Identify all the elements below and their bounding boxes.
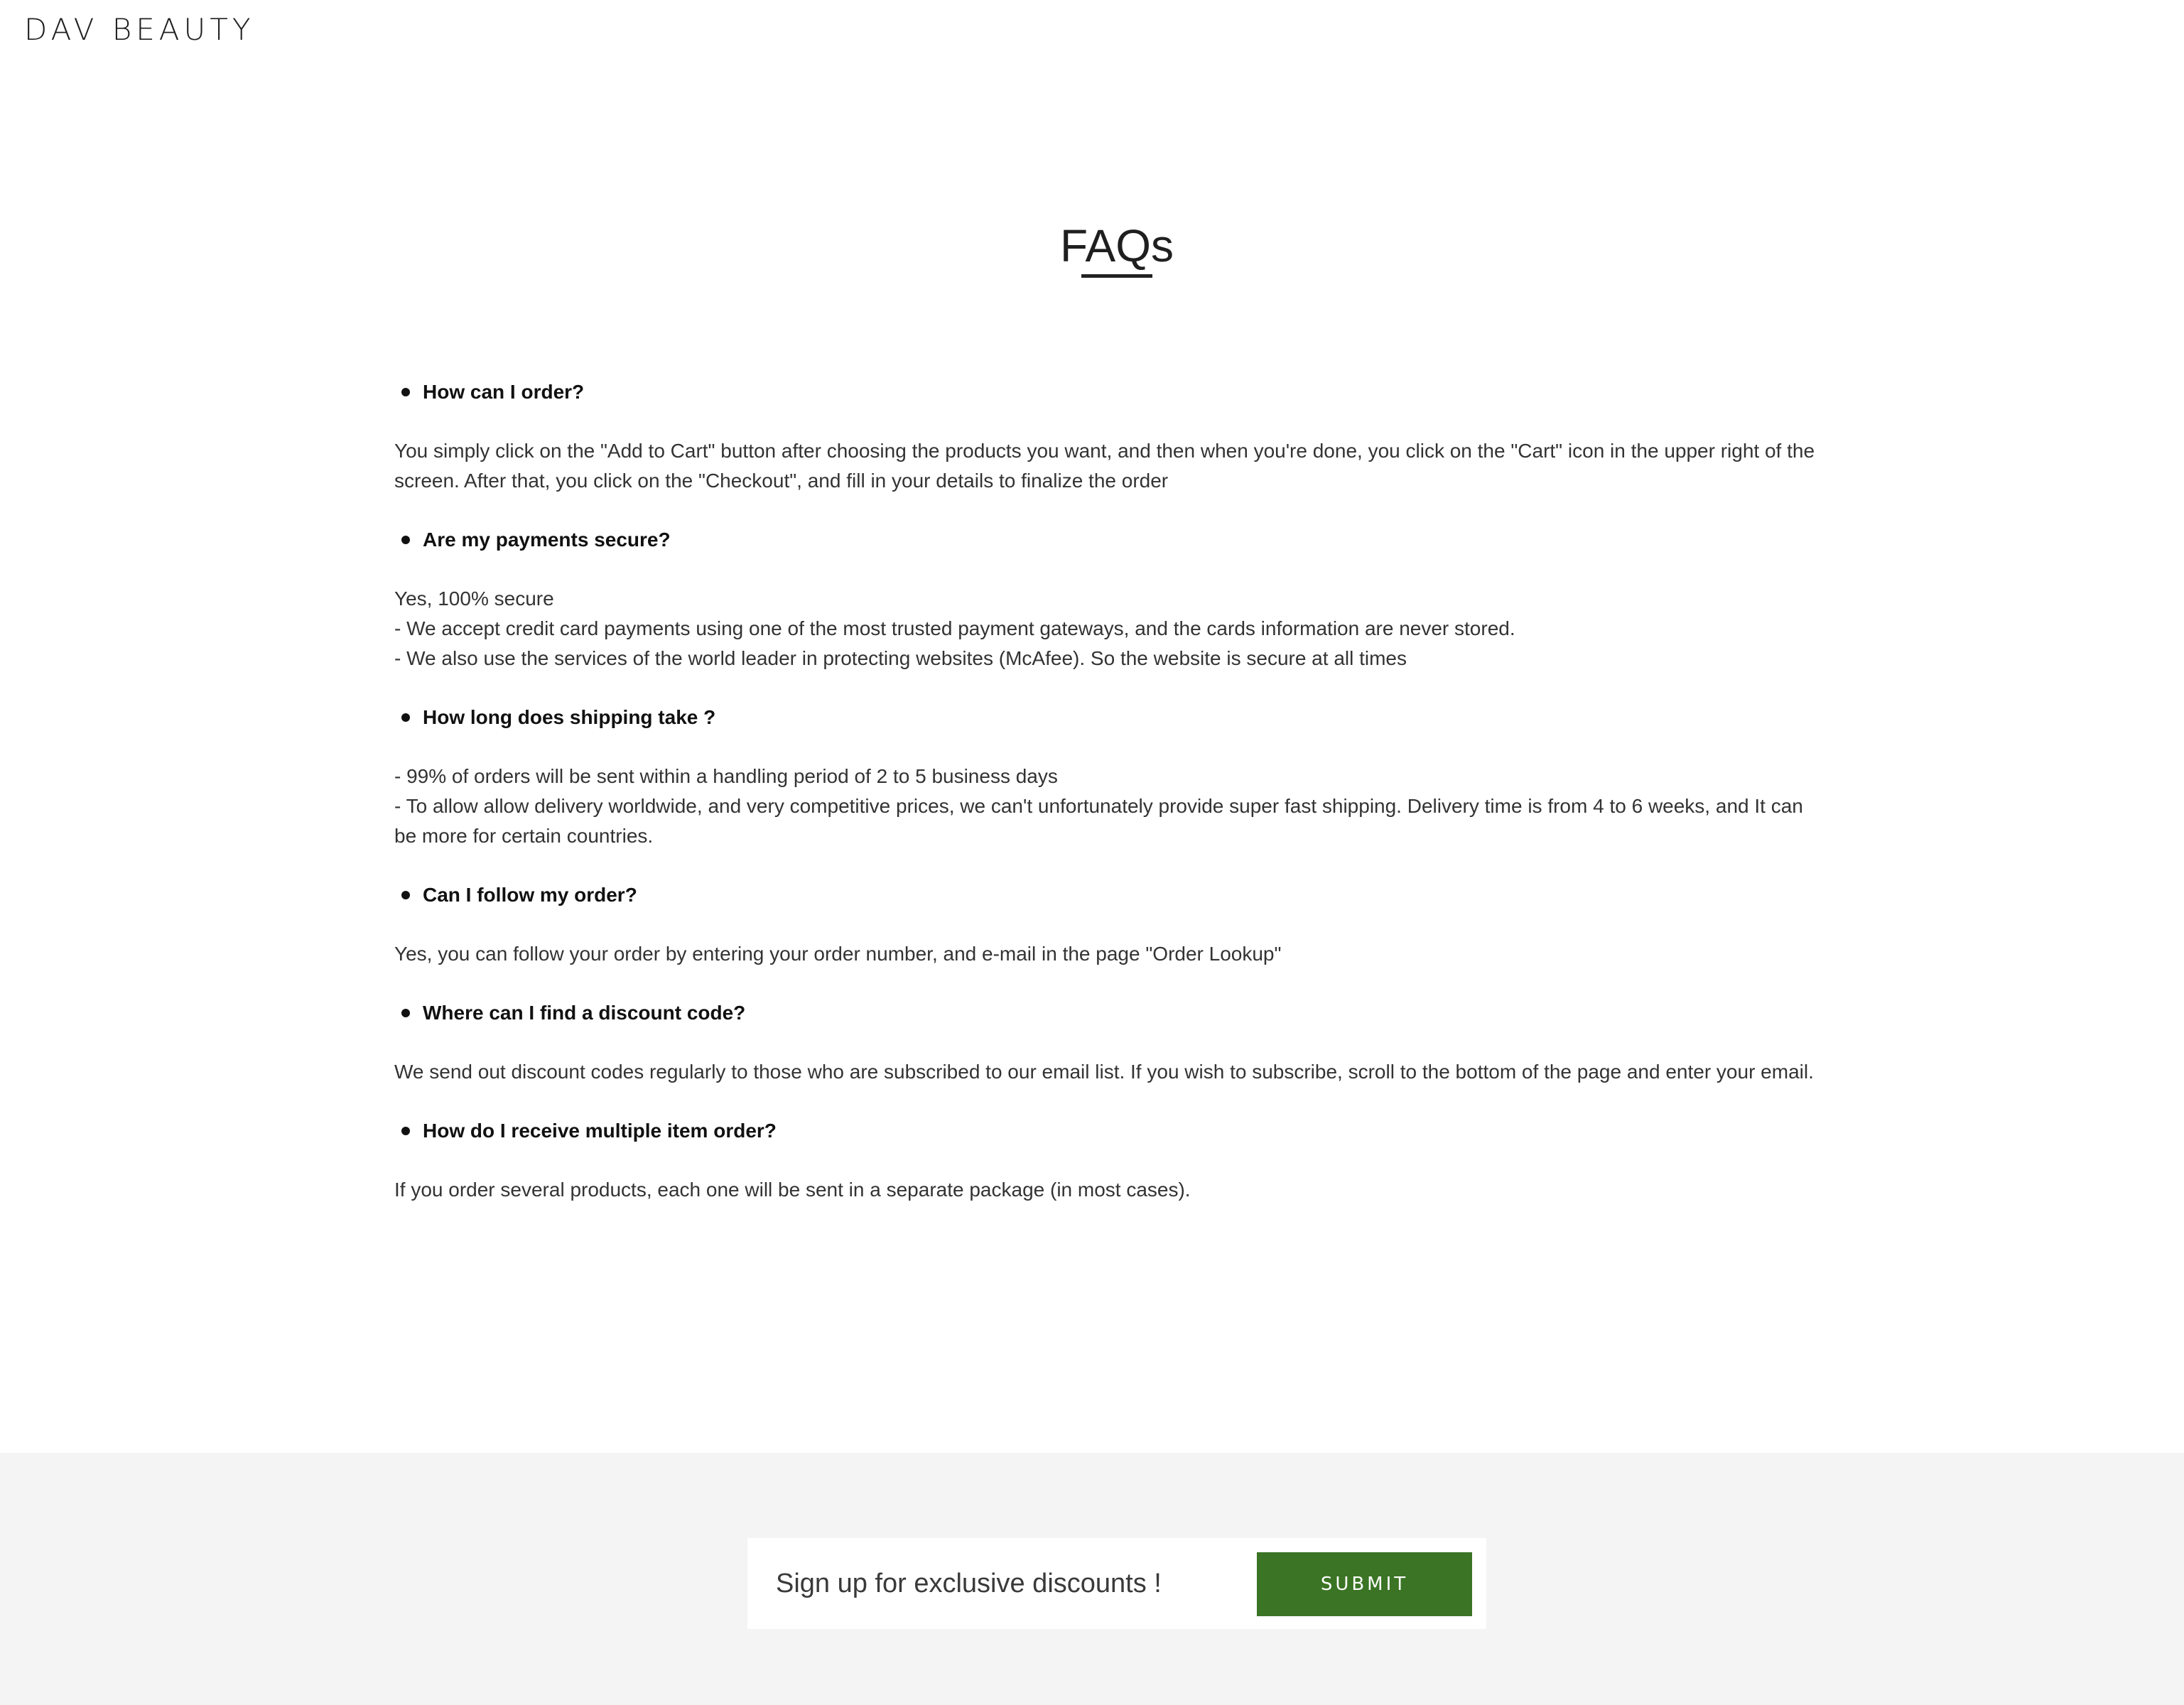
faq-answer-line: be more for certain countries. [394,825,654,847]
faq-answer [394,1057,1844,1087]
faq-answer [394,939,1844,969]
faq-answer-line: - We accept credit card payments using one of the most trusted payment gateways, and the cards information are never stored. [394,617,1515,639]
faq-answer-line: screen. After that, you click on the "Checkout", and fill in your details to finalize the order [394,470,1169,492]
page-title: FAQs [1059,220,1174,271]
faq-answer-line: You simply click on the "Add to Cart" button after choosing the products you want, and then when you're done, you click on the "Cart" icon in the upper right of the [394,440,1815,462]
faq-question-text: Where can I find a discount code? [423,1002,746,1024]
bullet-icon [401,1009,410,1017]
faq-answer-line: - We also use the services of the world leader in protecting websites (McAfee). So the website is secure at all times [394,647,1407,669]
faq-answer-line: Yes, 100% secure [394,588,554,610]
bullet-icon [401,1127,410,1135]
newsletter-email-input[interactable] [776,1555,1266,1612]
faq-question [394,696,1844,739]
bullet-icon [401,713,410,722]
site-footer [0,1453,2184,1705]
faq-question [394,371,1844,413]
faq-answer-line: Yes, you can follow your order by entering your order number, and e-mail in the page "Order Lookup" [394,943,1282,965]
faq-item-payments [394,519,1844,673]
faq-question-text: Are my payments secure? [423,529,671,551]
site-header [24,10,255,50]
faq-question-text: How long does shipping take ? [423,706,716,728]
faq-question-text: Can I follow my order? [423,884,637,906]
faq-answer-line: We send out discount codes regularly to those who are subscribed to our email list. If you wish to subscribe, scroll to the bottom of the page and enter your email. [394,1061,1814,1083]
faq-item-tracking [394,874,1844,969]
faq-item-multiple-items [394,1110,1844,1205]
faq-item-ordering [394,371,1844,496]
faq-list [394,371,1844,1228]
faq-answer-line: - To allow allow delivery worldwide, and very competitive prices, we can't unfortunately provide super fast shipping. Delivery time is from 4 to 6 weeks, and It can [394,795,1803,817]
submit-button[interactable]: SUBMIT [1257,1552,1472,1616]
faq-answer [394,1175,1844,1205]
faq-question [394,874,1844,916]
faq-answer-line: If you order several products, each one will be sent in a separate package (in most cases). [394,1179,1191,1201]
faq-answer [394,584,1844,673]
faq-answer-line: - 99% of orders will be sent within a handling period of 2 to 5 business days [394,765,1058,787]
newsletter-signup-form [747,1538,1486,1629]
faq-answer [394,762,1844,851]
title-divider [1081,274,1152,278]
faq-item-shipping [394,696,1844,851]
faq-question-text: How can I order? [423,381,585,403]
bullet-icon [401,388,410,396]
faq-question [394,1110,1844,1152]
bullet-icon [401,891,410,899]
faq-question [394,992,1844,1034]
faq-answer [394,436,1844,496]
faq-question-text: How do I receive multiple item order? [423,1120,777,1142]
site-logo[interactable]: DAV BEAUTY [24,12,255,47]
faq-question [394,519,1844,561]
bullet-icon [401,536,410,544]
faq-item-discount [394,992,1844,1087]
